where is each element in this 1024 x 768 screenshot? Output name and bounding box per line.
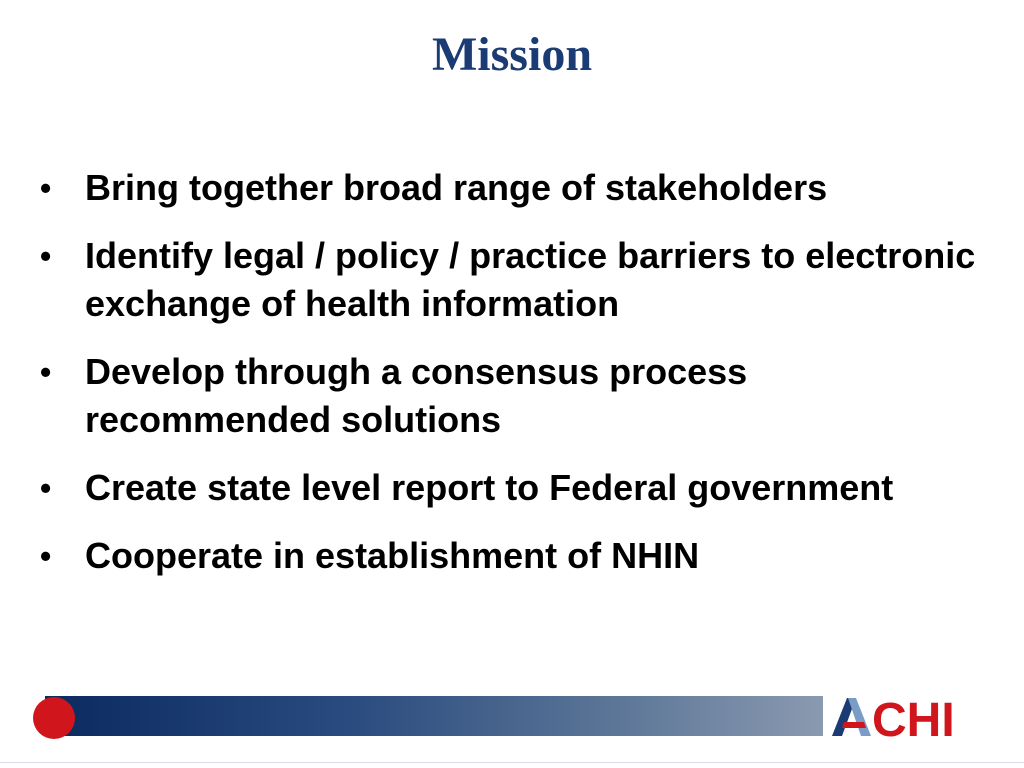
bullet-list	[40, 164, 990, 600]
bullet-text: Cooperate in establishment of NHIN	[85, 535, 700, 576]
logo-text: CHI	[872, 694, 955, 742]
achi-logo	[830, 692, 980, 742]
footer-red-circle	[33, 697, 75, 739]
bullet-icon: •	[40, 538, 52, 574]
bullet-item	[40, 164, 990, 212]
slide-title: Mission	[431, 28, 593, 81]
bullet-item	[40, 532, 990, 580]
bullet-icon: •	[40, 170, 52, 206]
bullet-text: Develop through a consensus process recommended solutions	[85, 351, 748, 440]
footer-divider	[0, 762, 1024, 763]
bullet-icon: •	[40, 354, 52, 390]
bullet-text: Bring together broad range of stakeholders	[85, 167, 828, 208]
bullet-icon: •	[40, 470, 52, 506]
bullet-item	[40, 464, 990, 512]
bullet-text: Create state level report to Federal government	[85, 467, 894, 508]
bullet-text: Identify legal / policy / practice barriers to electronic exchange of health information	[85, 235, 976, 324]
bullet-icon: •	[40, 238, 52, 274]
footer-gradient-bar	[45, 696, 823, 736]
bullet-item	[40, 232, 990, 328]
bullet-item	[40, 348, 990, 444]
